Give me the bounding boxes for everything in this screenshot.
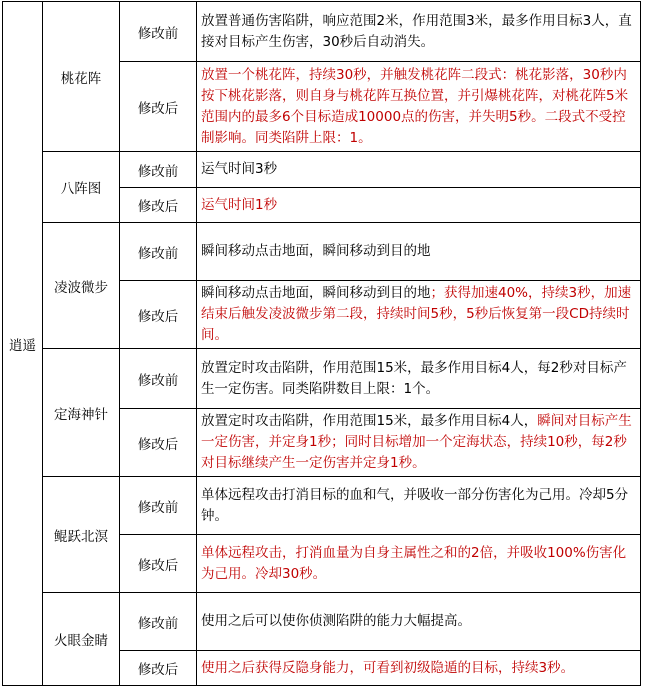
- stage-cell: 修改后: [120, 62, 197, 152]
- stage-cell: 修改后: [120, 281, 197, 349]
- table-row: [3, 593, 641, 651]
- description-text: 使用之后获得反隐身能力，可看到初级隐遁的目标，持续3秒。: [201, 659, 575, 676]
- description-text: 瞬间对目标产生一定伤害，并定身1秒；同时目标增加一个定海状态，持续10秒，每2秒对目标继续产生一定伤害并定身1秒。: [201, 413, 632, 471]
- stage-cell: 修改前: [120, 2, 197, 62]
- table-row: [3, 2, 641, 62]
- description-text: 放置定时攻击陷阱，作用范围15米，最多作用目标4人，: [201, 413, 538, 429]
- description-cell: [197, 152, 641, 188]
- table-row: [3, 477, 641, 535]
- description-text: 使用之后可以使你侦测陷阱的能力大幅提高。: [201, 613, 471, 629]
- description-cell: [197, 2, 641, 62]
- description-cell: [197, 409, 641, 477]
- description-text: ；获得加速40%，持续3秒，加速结束后触发凌波微步第二段，持续时间5秒，5秒后恢复第一段CD持续时间。: [201, 285, 632, 343]
- skill-name-cell: 桃花阵: [43, 2, 120, 152]
- stage-cell: 修改前: [120, 349, 197, 409]
- description-text: 放置普通伤害陷阱，响应范围2米，作用范围3米，最多作用目标3人，直接对目标产生伤害，30秒后自动消失。: [201, 12, 632, 50]
- description-text: 运气时间3秒: [201, 161, 278, 177]
- description-cell: [197, 62, 641, 152]
- stage-cell: 修改前: [120, 152, 197, 188]
- description-cell: [197, 535, 641, 593]
- stage-cell: 修改前: [120, 223, 197, 281]
- stage-cell: 修改前: [120, 593, 197, 651]
- skill-change-table: [2, 1, 641, 686]
- skill-name-cell: 凌波微步: [43, 223, 120, 349]
- description-cell: [197, 651, 641, 686]
- category-cell: 逍遥: [3, 2, 43, 686]
- description-text: 单体远程攻击，打消血量为自身主属性之和的2倍，并吸收100%伤害化为己用。冷却30秒。: [201, 544, 627, 582]
- description-cell: [197, 593, 641, 651]
- description-text: 运气时间1秒: [201, 196, 278, 213]
- description-cell: [197, 281, 641, 349]
- description-cell: [197, 349, 641, 409]
- description-text: 瞬间移动点击地面，瞬间移动到目的地: [201, 243, 431, 259]
- table-row: [3, 223, 641, 281]
- stage-cell: 修改后: [120, 651, 197, 686]
- stage-cell: 修改后: [120, 409, 197, 477]
- skill-name-cell: 定海神针: [43, 349, 120, 477]
- table-row: [3, 152, 641, 188]
- skill-name-cell: 火眼金睛: [43, 593, 120, 686]
- stage-cell: 修改后: [120, 188, 197, 223]
- description-text: 单体远程攻击打消目标的血和气，并吸收一部分伤害化为己用。冷却5分钟。: [201, 486, 629, 524]
- description-cell: [197, 223, 641, 281]
- description-cell: [197, 188, 641, 223]
- stage-cell: 修改后: [120, 535, 197, 593]
- description-text: 放置一个桃花阵，持续30秒，并触发桃花阵二段式：桃花影落，30秒内按下桃花影落，则自身与桃花阵互换位置，并引爆桃花阵，对桃花阵5米范围内的最多6个目标造成10000点的伤害，并失明5秒。二段式不受控制影响。同类陷阱上限：1。: [201, 66, 629, 146]
- table-row: [3, 349, 641, 409]
- description-cell: [197, 477, 641, 535]
- skill-name-cell: 鲲跃北溟: [43, 477, 120, 593]
- description-text: 放置定时攻击陷阱，作用范围15米，最多作用目标4人，每2秒对目标产生一定伤害。同类陷阱数目上限：1个。: [201, 359, 627, 397]
- stage-cell: 修改前: [120, 477, 197, 535]
- skill-name-cell: 八阵图: [43, 152, 120, 223]
- description-text: 瞬间移动点击地面，瞬间移动到目的地: [201, 285, 431, 301]
